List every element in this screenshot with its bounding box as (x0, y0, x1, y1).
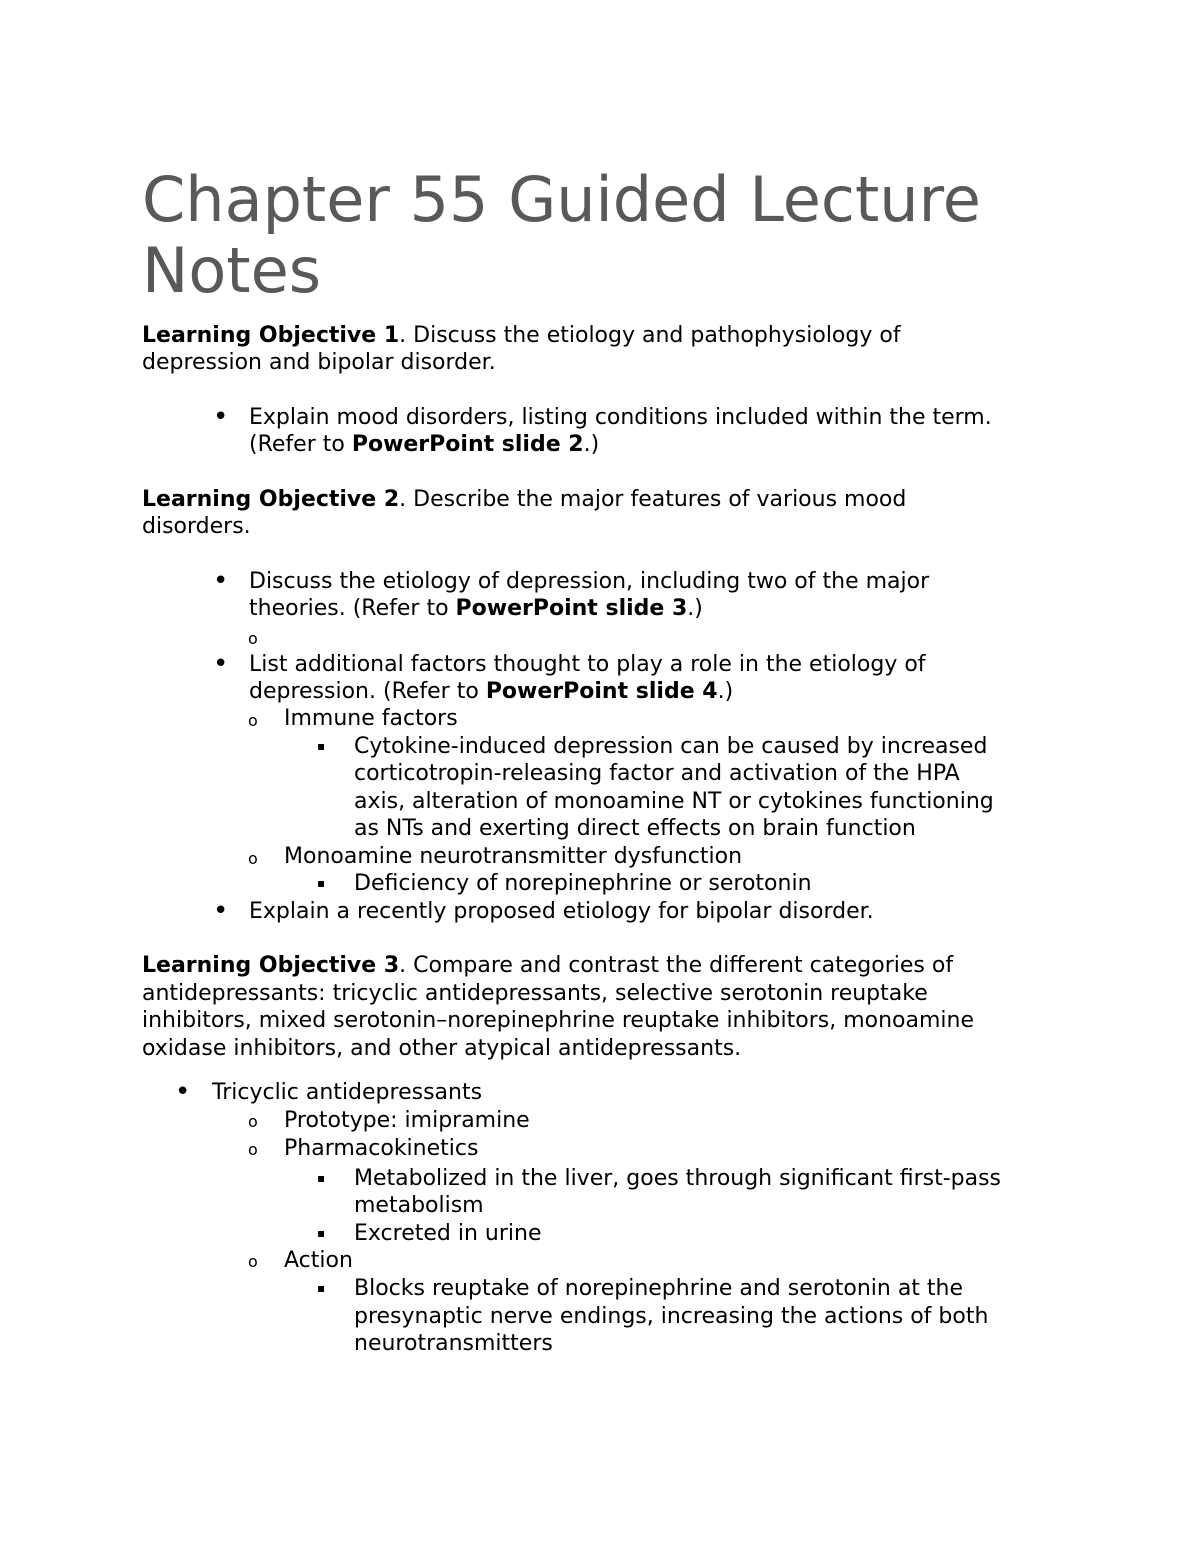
refer-close: .) (717, 679, 734, 704)
sub-pharmacokinetics: Pharmacokinetics (284, 1136, 479, 1161)
deficiency-line: Deficiency of norepinephrine or serotonin (354, 871, 812, 896)
excreted-line: Excreted in urine (354, 1221, 542, 1246)
empty-circle-marker: o (248, 629, 258, 648)
objective-3-line-3: inhibitors, mixed serotonin–norepinephrine reuptake inhibitors, monoamine (142, 1008, 975, 1033)
cytokine-line-2: corticotropin-releasing factor and activation of the HPA (354, 761, 960, 786)
objective-1-text: . Discuss the etiology and pathophysiology of (399, 323, 901, 348)
objective-2-line-2: disorders. (142, 514, 251, 539)
bullet-bipolar: Explain a recently proposed etiology for bipolar disorder. (249, 899, 874, 924)
bullet-dot-marker: • (213, 566, 229, 596)
blocks-line-2: presynaptic nerve endings, increasing the actions of both (354, 1304, 989, 1329)
sub-immune-factors: Immune factors (284, 706, 458, 731)
square-marker: ▪ (317, 876, 326, 890)
bullet-etiology-line-2 (249, 595, 703, 622)
bullet-dot-marker: • (213, 896, 229, 926)
sub-action: Action (284, 1248, 353, 1273)
square-marker: ▪ (317, 1171, 326, 1185)
refer-text: theories. (Refer to (249, 596, 456, 621)
blocks-line-1: Blocks reuptake of norepinephrine and serotonin at the (354, 1276, 964, 1301)
bullet-factors-line-2 (249, 678, 733, 705)
objective-3-line-2: antidepressants: tricyclic antidepressants, selective serotonin reuptake (142, 981, 928, 1006)
bullet-mood-disorders-line-2 (249, 431, 599, 458)
bullet-tricyclic: Tricyclic antidepressants (212, 1080, 483, 1105)
slide-reference: PowerPoint slide 3 (455, 596, 688, 621)
objective-2-line-1 (142, 486, 906, 513)
square-marker: ▪ (317, 1281, 326, 1295)
bullet-dot-marker: • (175, 1077, 191, 1107)
bullet-etiology-line-1: Discuss the etiology of depression, including two of the major (249, 569, 930, 594)
cytokine-line-3: axis, alteration of monoamine NT or cytokines functioning (354, 789, 994, 814)
refer-close: .) (583, 432, 600, 457)
slide-reference: PowerPoint slide 4 (485, 679, 718, 704)
cytokine-line-4: as NTs and exerting direct effects on brain function (354, 816, 916, 841)
refer-close: .) (687, 596, 703, 621)
circle-marker: o (248, 1252, 258, 1271)
bullet-factors-line-1: List additional factors thought to play a role in the etiology of (249, 652, 926, 677)
sub-monoamine: Monoamine neurotransmitter dysfunction (284, 844, 743, 869)
objective-1-line-2: depression and bipolar disorder. (142, 350, 496, 375)
objective-1-label: Learning Objective 1 (142, 323, 400, 348)
circle-marker: o (248, 1112, 258, 1131)
page-title: Chapter 55 Guided Lecture Notes (142, 163, 981, 307)
cytokine-line-1: Cytokine-induced depression can be caused by increased (354, 734, 988, 759)
circle-marker: o (248, 1140, 258, 1159)
bullet-dot-marker: • (213, 402, 229, 432)
refer-text: (Refer to (249, 432, 352, 457)
objective-2-label: Learning Objective 2 (142, 487, 400, 512)
objective-3-label: Learning Objective 3 (142, 953, 400, 978)
square-marker: ▪ (317, 739, 326, 753)
metabolized-line-1: Metabolized in the liver, goes through significant first-pass (354, 1166, 1002, 1191)
objective-3-line-1 (142, 952, 953, 979)
slide-reference: PowerPoint slide 2 (351, 432, 584, 457)
square-marker: ▪ (317, 1226, 326, 1240)
bullet-mood-disorders-line-1: Explain mood disorders, listing conditions included within the term. (249, 405, 992, 430)
objective-2-text: . Describe the major features of various mood (399, 487, 907, 512)
refer-text: depression. (Refer to (249, 679, 486, 704)
blocks-line-3: neurotransmitters (354, 1331, 553, 1356)
objective-3-text: . Compare and contrast the different categories of (399, 953, 954, 978)
metabolized-line-2: metabolism (354, 1193, 484, 1218)
sub-prototype: Prototype: imipramine (284, 1108, 530, 1133)
circle-marker: o (248, 711, 258, 730)
objective-1-line-1 (142, 322, 901, 349)
circle-marker: o (248, 849, 258, 868)
bullet-dot-marker: • (213, 649, 229, 679)
objective-3-line-4: oxidase inhibitors, and other atypical antidepressants. (142, 1036, 742, 1061)
